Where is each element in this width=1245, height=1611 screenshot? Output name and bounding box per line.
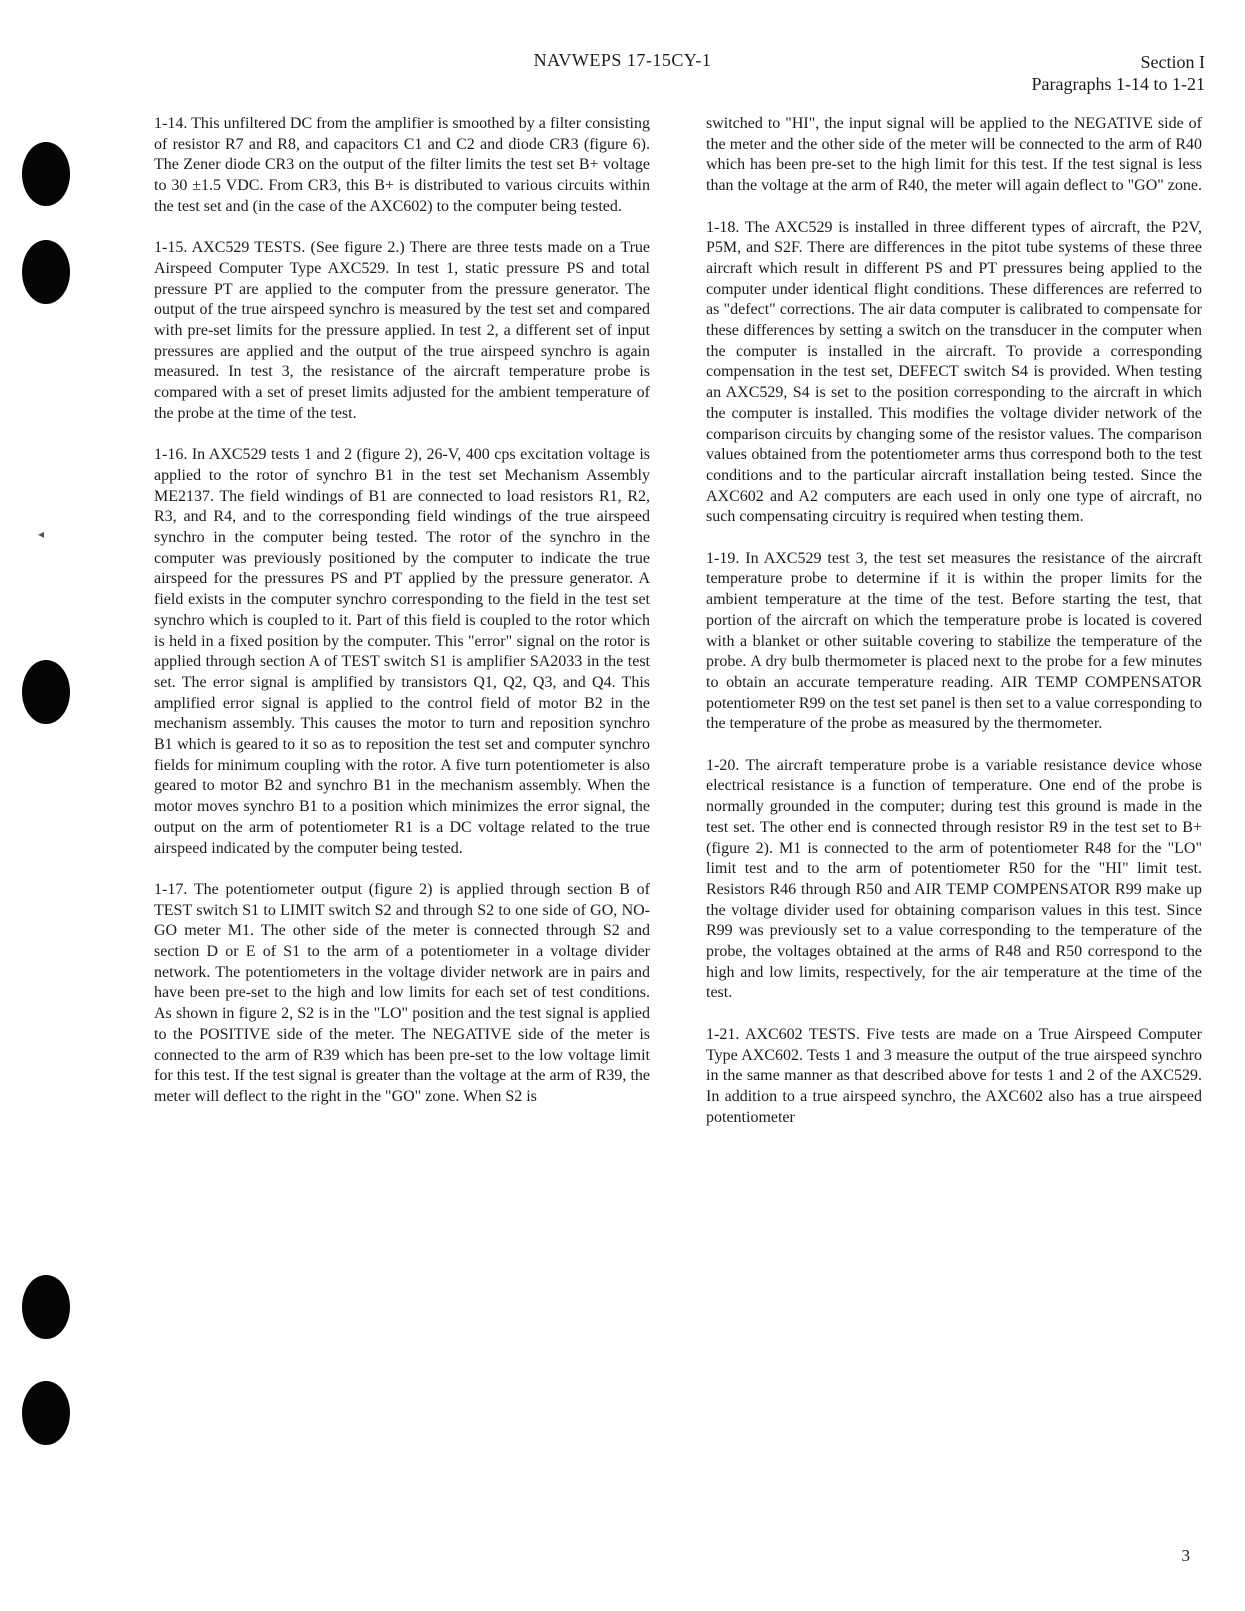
paragraph-1-15: 1-15. AXC529 TESTS. (See figure 2.) There are three tests made on a True Airspeed Computer Type AXC529. In test 1, static pressure PS and total pressure PT are applied to the computer from the pressure generator. The output of the true airspeed synchro is measured by the test set and compared with pre-set limits for the pressure applied. In test 2, a different set of input pressures are applied and the output of the true airspeed synchro is again measured. In test 3, the resistance of the aircraft temperature probe is compared with a set of preset limits adjusted for the ambient temperature of the probe at the time of the test.	[154, 239, 650, 422]
section-label: Section I	[1140, 52, 1205, 72]
paragraph-1-21: 1-21. AXC602 TESTS. Five tests are made on a True Airspeed Computer Type AXC602. Tests 1 and 3 measure the output of the true airspeed synchro in the same manner as that described above for tests 1 and 2 of the AXC529. In addition to a true airspeed synchro, the AXC602 also has a true airspeed potentiometer	[706, 1025, 1202, 1126]
section-header	[1032, 51, 1205, 95]
paragraph-1-17-continued: switched to "HI", the input signal will be applied to the NEGATIVE side of the meter and the other side of the meter will be connected to the arm of R40 which has been pre-set to the high limit for this test. If the test signal is less than the voltage at the arm of R40, the meter will again deflect to "GO" zone.	[706, 115, 1203, 195]
paragraph-range: Paragraphs 1-14 to 1-21	[1031, 74, 1205, 94]
binder-hole	[22, 142, 70, 206]
binder-hole	[22, 660, 70, 724]
scan-mark: ◂	[38, 527, 45, 541]
paragraph-1-17: 1-17. The potentiometer output (figure 2) is applied through section B of TEST switch S1 to LIMIT switch S2 and through S2 to one side of GO, NO-GO meter M1. The other side of the meter is connected through S2 and section D or E of S1 to the arm of a potentiometer in a voltage divider network. The potentiometers in the voltage divider network are in pairs and have been pre-set to the high and low limits for each set of test conditions. As shown in figure 2, S2 is in the "LO" position and the test signal is applied to the POSITIVE side of the meter. The NEGATIVE side of the meter is connected to the arm of R39 which has been pre-set to the low voltage limit for this test. If the test signal is greater than the voltage at the arm of R39, the meter will deflect to the right in the "GO" zone. When S2 is	[154, 880, 650, 1105]
left-column	[154, 114, 650, 1128]
binder-hole	[22, 240, 70, 304]
page-number: 3	[1181, 1546, 1190, 1565]
document-id: NAVWEPS 17-15CY-1	[533, 50, 712, 70]
paragraph-1-19: 1-19. In AXC529 test 3, the test set measures the resistance of the aircraft temperature probe to determine if it is within the proper limits for the ambient temperature at the time of the test. Before starting the test, that portion of the aircraft on which the temperature probe is located is covered with a blanket or other suitable covering to stabilize the temperature of the probe. A dry bulb thermometer is placed next to the probe for a few minutes to obtain an accurate temperature reading. AIR TEMP COMPENSATOR potentiometer R99 on the test set panel is then set to a value corresponding to the temperature of the probe as measured by the thermometer.	[706, 549, 1202, 733]
right-column	[706, 114, 1202, 1149]
binder-hole	[22, 1381, 70, 1445]
paragraph-1-20: 1-20. The aircraft temperature probe is a variable resistance device whose electrical resistance is a function of temperature. One end of the probe is normally grounded in the computer; during test this ground is made in the test set. The other end is connected through resistor R9 in the test set to B+ (figure 2). M1 is connected to the arm of potentiometer R48 for the "LO" limit test and to the arm of potentiometer R50 for the "HI" limit test. Resistors R46 through R50 and AIR TEMP COMPENSATOR R99 make up the voltage divider used for obtaining comparison values in this test. Since R99 was previously set to a value corresponding to the temperature of the probe, the voltages obtained at the arms of R48 and R50 correspond to the high and low limits, respectively, for the air temperature at the time of the test.	[706, 756, 1202, 1002]
paragraph-1-14: 1-14. This unfiltered DC from the amplifier is smoothed by a filter consisting of resistor R7 and R8, and capacitors C1 and C2 and diode CR3 (figure 6). The Zener diode CR3 on the output of the filter limits the test set B+ voltage to 30 ±1.5 VDC. From CR3, this B+ is distributed to various circuits within the test set and (in the case of the AXC602) to the computer being tested.	[154, 115, 650, 215]
paragraph-1-18: 1-18. The AXC529 is installed in three different types of aircraft, the P2V, P5M, and S2F. There are differences in the pitot tube systems of these three aircraft which result in different PS and PT pressures being applied to the computer under identical flight conditions. These differences are referred to as "defect" corrections. The air data computer is calibrated to compensate for these differences by setting a switch on the transducer in the computer when the computer is installed in the aircraft. To provide a corresponding compensation in the test set, DEFECT switch S4 is provided. When testing an AXC529, S4 is set to the position corresponding to the aircraft in which the computer is installed. This modifies the voltage divider network of the comparison circuits by changing some of the resistor values. The comparison values obtained from the potentiometer arms thus correspond both to the test conditions and to the particular aircraft installation being tested. Since the AXC602 and A2 computers are each used in only one type of aircraft, no such compensating circuitry is required when testing them.	[706, 218, 1202, 526]
paragraph-1-16: 1-16. In AXC529 tests 1 and 2 (figure 2), 26-V, 400 cps excitation voltage is applied to the rotor of synchro B1 in the test set Mechanism Assembly ME2137. The field windings of B1 are connected to load resistors R1, R2, R3, and R4, and to the corresponding field windings of the true airspeed synchro in the computer being tested. The rotor of the synchro in the computer was previously positioned by the computer to indicate the true airspeed for the pressures PS and PT applied by the pressure generator. A field exists in the computer synchro corresponding to the field in the test set synchro which is coupled to it. Part of this field is coupled to the rotor which is held in a fixed position by the computer. This "error" signal on the rotor is applied through section A of TEST switch S1 is amplifier SA2033 in the test set. The error signal is amplified by transistors Q1, Q2, Q3, and Q4. This amplified error signal is applied to the control field of motor B2 in the mechanism assembly. This causes the motor to turn and reposition synchro B1 which is geared to it so as to reposition the test set and computer synchro fields for minimum coupling with the rotor. A five turn potentiometer is also geared to motor B2 and synchro B1 in the mechanism assembly. When the motor moves synchro B1 to a position which minimizes the error signal, the output on the arm of potentiometer R1 is a DC voltage related to the true airspeed indicated by the computer being tested.	[154, 446, 650, 857]
binder-hole	[22, 1275, 70, 1339]
